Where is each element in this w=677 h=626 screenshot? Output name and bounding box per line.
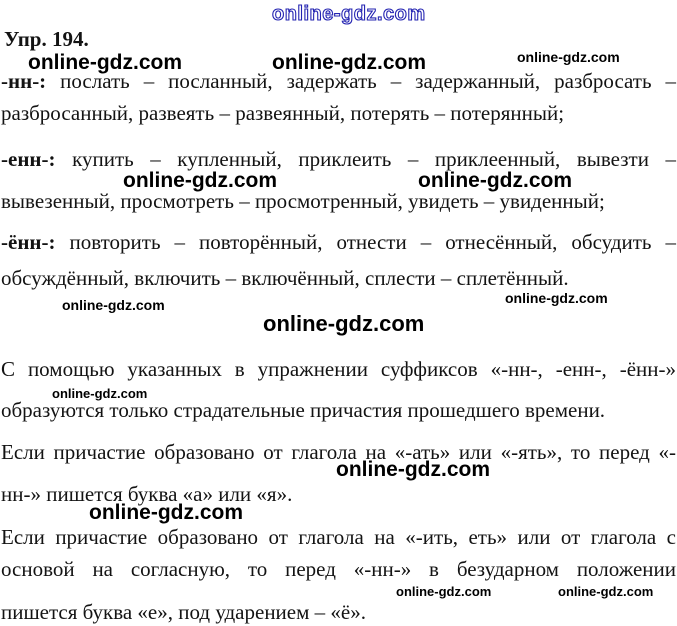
text-line-explain3-1 xyxy=(1,524,676,550)
text-line-yonn-2 xyxy=(1,265,676,291)
suffix-label-enn: -енн-: xyxy=(1,147,56,171)
watermark: online-gdz.com xyxy=(123,169,277,192)
text-line-nn-1 xyxy=(1,68,676,94)
text-line-explain1-1 xyxy=(1,356,676,382)
watermark-blue: online-gdz.com xyxy=(272,3,426,25)
text-line-enn-2 xyxy=(1,188,676,214)
text-line-content: образуются только страдательные причастия прошедшего времени. xyxy=(1,398,606,422)
text-line-explain1-2 xyxy=(1,397,676,423)
text-line-content: обсуждённый, включить – включённый, сплести – сплетённый. xyxy=(1,266,569,290)
text-line-content: купить – купленный, приклеить – приклеенный, вывезти – xyxy=(72,147,677,171)
text-line-enn-1 xyxy=(1,146,676,172)
text-line-content: послать – посланный, задержать – задержанный, разбросать – xyxy=(60,69,677,93)
text-line-yonn-1 xyxy=(1,229,676,255)
suffix-label-nn: -нн-: xyxy=(1,69,47,93)
text-line-content: вывезенный, просмотреть – просмотренный, увидеть – увиденный; xyxy=(1,189,605,213)
text-line-explain3-2 xyxy=(1,556,676,582)
text-line-content: Если причастие образовано от глагола на «-ать» или «-ять», то перед «- xyxy=(1,440,676,464)
suffix-label-yonn: -ённ-: xyxy=(1,230,56,254)
watermark: online-gdz.com xyxy=(272,51,426,74)
text-line-content: Если причастие образовано от глагола на «-ить, еть» или от глагола с xyxy=(1,525,676,549)
text-line-nn-2 xyxy=(1,100,676,126)
watermark: online-gdz.com xyxy=(396,584,492,599)
text-line-content: повторить – повторённый, отнести – отнесённый, обсудить – xyxy=(69,230,677,254)
watermark: online-gdz.com xyxy=(505,290,608,306)
text-line-content: пишется буква «е», под ударением – «ё». xyxy=(1,600,366,624)
watermark: online-gdz.com xyxy=(28,51,182,74)
watermark: online-gdz.com xyxy=(558,584,654,599)
watermark: online-gdz.com xyxy=(89,501,243,524)
watermark: online-gdz.com xyxy=(336,458,490,481)
text-line-content: нн-» пишется буква «а» или «я». xyxy=(1,482,293,506)
page-title: Упр. 194. xyxy=(4,27,89,51)
text-line-content: разбросанный, развеять – развеянный, потерять – потерянный; xyxy=(1,101,565,125)
text-line-content: С помощью указанных в упражнении суффиксов «-нн-, -енн-, -ённ-» xyxy=(1,357,676,381)
watermark: online-gdz.com xyxy=(52,386,148,401)
watermark: online-gdz.com xyxy=(62,297,165,313)
watermark: online-gdz.com xyxy=(517,49,620,65)
watermark: online-gdz.com xyxy=(418,169,572,192)
text-line-content: основой на согласную, то перед «-нн-» в безударном положении xyxy=(1,557,676,581)
text-line-explain3-3 xyxy=(1,599,676,625)
watermark: online-gdz.com xyxy=(263,311,425,336)
